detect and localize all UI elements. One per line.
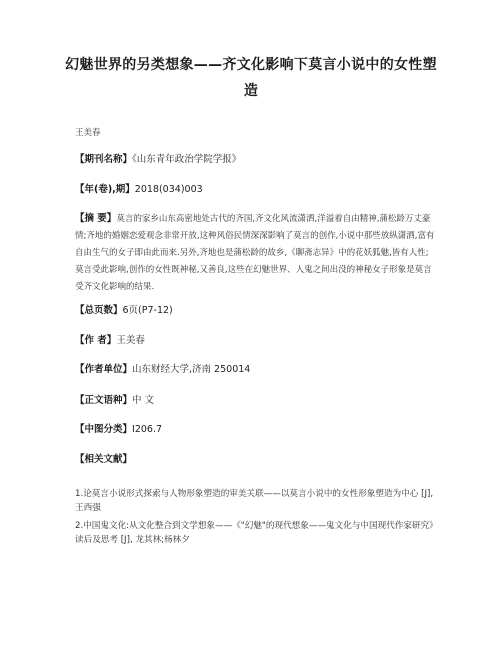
pages-field [75, 304, 437, 318]
journal-field [75, 153, 437, 167]
related-heading [75, 453, 437, 467]
language-label: 【正文语种】 [75, 395, 133, 406]
abstract-label: 【摘 要】 [75, 213, 117, 224]
abstract-text: 莫言的家乡山东高密地处古代的齐国,齐文化风流潇洒,洋溢着自由精神,蒲松龄万丈豪情;齐地的婚姻恋爱观念非常开放,这种风俗民情深深影响了莫言的创作,小说中那些放纵潇洒,富有自由生气的女子即由此而来.另外,齐地也是蒲松龄的故乡,《聊斋志异》中的花妖狐魅,皆有人性;莫言受此影响,创作的女性既神秘,又善良,这些在幻魅世界、人鬼之间出没的神秘女子形象是莫言受齐文化影响的结果. [75, 214, 435, 292]
pages-value: 6页(P7-12) [122, 305, 173, 316]
journal-value: 《山东青年政治学院学报》 [132, 154, 242, 165]
journal-label: 【期刊名称】 [75, 154, 133, 165]
abstract-field [75, 210, 437, 296]
year-issue-label: 【年(卷),期】 [75, 184, 135, 195]
author-name: 王美春 [75, 128, 101, 138]
clc-field [75, 423, 437, 437]
clc-label: 【中图分类】 [75, 424, 133, 435]
authors-field [75, 334, 437, 348]
pages-label: 【总页数】 [75, 305, 123, 316]
affiliation-field [75, 363, 437, 377]
year-issue-field [75, 183, 437, 197]
related-label: 【相关文献】 [75, 454, 133, 465]
related-item-2: 2.中国鬼文化:从文化整合到文学想象——《"幻魅"的现代想象——鬼文化与中国现代作家研究》读后及思考 [J], 龙其林;杨林夕 [75, 521, 434, 545]
year-issue-value: 2018(034)003 [134, 184, 203, 195]
authors-label: 【作 者】 [75, 335, 117, 346]
document-title: 幻魅世界的另类想象——齐文化影响下莫言小说中的女性塑造 [65, 57, 437, 99]
language-field [75, 394, 437, 408]
language-value: 中 文 [132, 395, 155, 406]
clc-value: I206.7 [132, 424, 163, 435]
authors-value: 王美春 [116, 335, 145, 346]
affiliation-label: 【作者单位】 [75, 364, 133, 375]
affiliation-value: 山东财经大学,济南 250014 [132, 364, 251, 375]
related-item-1: 1.论莫言小说形式探索与人物形象塑造的审美关联——以莫言小说中的女性形象塑造为中心 [J], 王西强 [75, 489, 434, 513]
related-list [75, 487, 437, 547]
